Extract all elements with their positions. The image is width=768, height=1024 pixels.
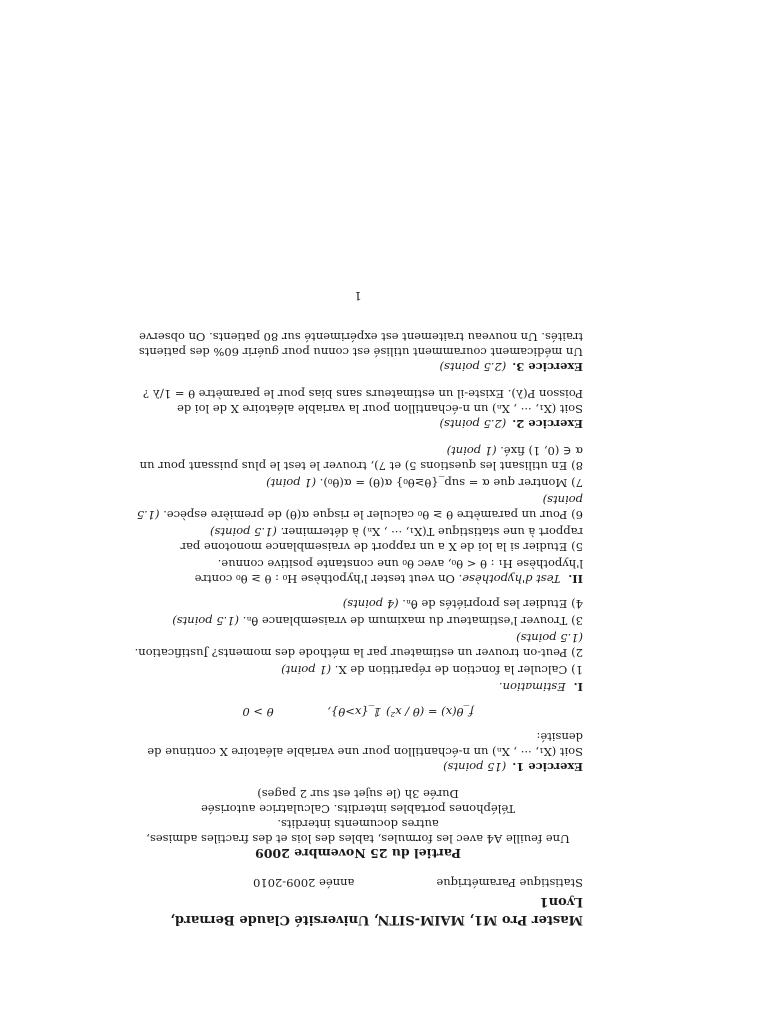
density-condition: θ > 0 <box>242 705 274 719</box>
page-content <box>133 288 583 928</box>
header-title: Master Pro M1, MAIM-SITN, Université Claude Bernard, Lyon1 <box>170 894 583 927</box>
question-points: (1.5 points) <box>210 525 277 539</box>
rule-line: Une feuille A4 avec les formules, tables des lois et des fractiles admises, <box>146 832 570 846</box>
question-number: 4) <box>571 597 583 611</box>
section-1-title: Estimation. <box>498 680 566 694</box>
rule-line: Durée 3h (le sujet est sur 2 pages) <box>257 787 459 801</box>
question-points: (1.5 points) <box>172 614 240 628</box>
course-name: Statistique Paramétrique <box>436 876 583 890</box>
header-subline <box>253 875 583 890</box>
question-item <box>133 443 583 473</box>
exercise-1-points: (15 points) <box>443 760 507 774</box>
question-item <box>133 662 583 677</box>
question-item <box>133 613 583 628</box>
section-2-label: II. <box>568 572 583 586</box>
exam-title: Partiel du 25 Novembre 2009 <box>255 846 461 861</box>
question-item <box>133 475 583 490</box>
question-text: Etudier si la loi de X a un rapport de vraisemblance monotone par rapport à une statistique T(X₁, ··· , Xₙ) à déterminer. <box>180 525 583 554</box>
rule-line: Téléphones portables interdits. Calculatrice autorisée <box>201 802 515 816</box>
exercise-2-title <box>133 416 583 431</box>
section-1-label: I. <box>573 680 583 694</box>
question-number: 8) <box>571 459 583 473</box>
exercise-3-points: (2.5 points) <box>439 360 507 374</box>
exercise-1-label: Exercice 1. <box>512 760 583 774</box>
page-number: 1 <box>354 289 362 303</box>
exercise-3-title <box>133 359 583 374</box>
section-2-title: Test d'hypothèse. <box>458 572 561 586</box>
question-number: 1) <box>571 663 583 677</box>
question-text: Calculer la fonction de répartition de X. <box>334 663 568 677</box>
section-test-heading <box>133 556 583 586</box>
exercise-1-intro: Soit (X₁, ··· , Xₙ) un n-échantillon pour une variable aléatoire X continue de densité: <box>147 730 583 759</box>
question-number: 3) <box>571 614 583 628</box>
question-number: 6) <box>571 508 583 522</box>
question-text: Etudier les propriétés de θ̂ₙ. <box>402 597 568 611</box>
exercise-2-points: (2.5 points) <box>439 417 507 431</box>
rule-line: autres documents interdits. <box>277 817 439 831</box>
question-points: (1 point) <box>446 444 497 458</box>
question-number: 7) <box>571 476 583 490</box>
academic-year: année 2009-2010 <box>253 876 355 890</box>
question-item <box>133 524 583 554</box>
density-expression: f_θ(x) = (θ / x²) 𝟙_{x>θ}, <box>327 705 474 719</box>
question-points: (4 points) <box>342 597 399 611</box>
question-item <box>133 596 583 611</box>
question-item <box>133 630 583 660</box>
section-2-text: On veut tester l'hypothèse H₀ : θ ≥ θ₀ contre l'hypothèse H₁ : θ < θ₀, avec θ₀ une constante positive connue. <box>194 557 583 586</box>
question-points: (1.5 points) <box>136 493 583 522</box>
question-text: En utilisant les questions 5) et 7), trouver le test le plus puissant pour un α ∈ (0, 1) fixé. <box>139 444 583 473</box>
question-points: (1 point) <box>266 476 317 490</box>
question-text: Peut-on trouver un estimateur par la méthode des moments? Justification. <box>134 646 568 660</box>
question-points: (1.5 points) <box>516 631 583 645</box>
exam-rules <box>133 786 583 846</box>
exercise-2-text: Soit (X₁, ··· , Xₙ) un n-échantillon pour la variable aléatoire X de loi de Poisson P(λ). Existe-il un estimateurs sans bias pour le paramètre θ = 1/λ ? <box>142 387 583 416</box>
density-formula <box>133 704 583 719</box>
exercise-1-title <box>133 759 583 774</box>
exercise-3-label: Exercice 3. <box>512 360 583 374</box>
section-estimation-heading <box>133 679 583 694</box>
question-text: Montrer que α = sup_{θ≥θ₀} α(θ) = α(θ₀). <box>319 476 568 490</box>
question-text: Pour un paramètre θ ≥ θ₀ calculer le risque α(θ) de première espèce. <box>163 508 568 522</box>
exercise-3-text: Un médicament couramment utilisé est connu pour guérir 60% des patients traités. Un nouveau traitement est expérimenté sur 80 patients. On observe <box>138 330 583 359</box>
question-number: 2) <box>571 646 583 660</box>
question-points: (1 point) <box>281 663 332 677</box>
question-number: 5) <box>571 540 583 554</box>
exercise-2-label: Exercice 2. <box>512 417 583 431</box>
question-text: Trouver l'estimateur du maximum de vraisemblance θ̂ₙ. <box>242 614 568 628</box>
question-item <box>133 492 583 522</box>
